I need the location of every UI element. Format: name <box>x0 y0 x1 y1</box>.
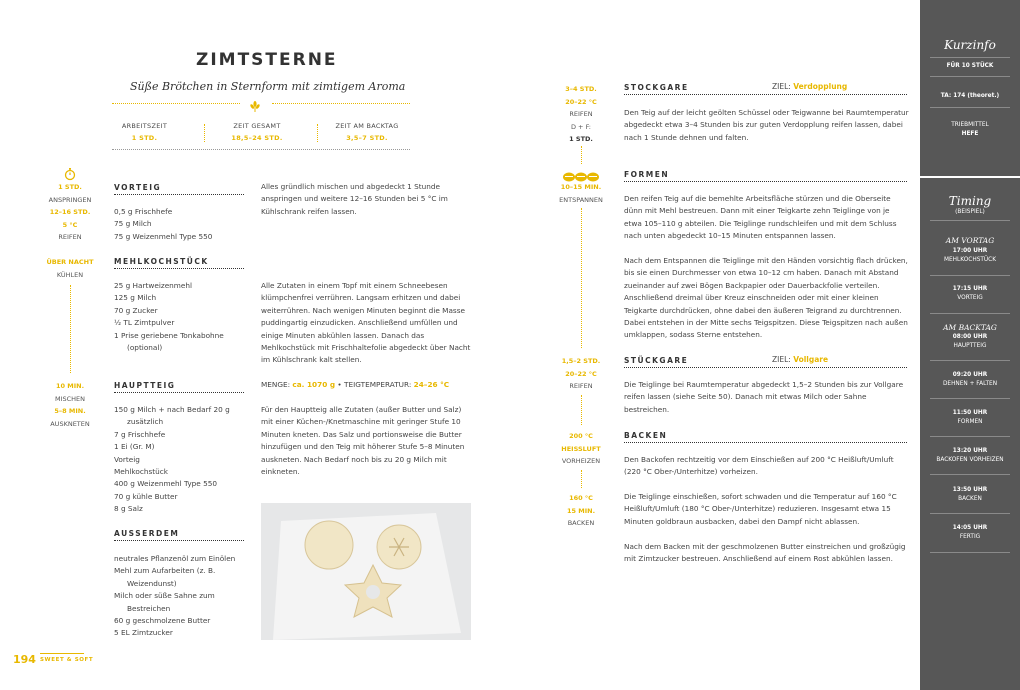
time-value: 3,5–7 STD. <box>346 134 388 142</box>
side-value: 15 MIN. <box>566 506 596 515</box>
mid-timeline-3 <box>581 395 582 425</box>
ingredient: 1 Ei (Gr. M) <box>114 442 155 452</box>
ausserdem-heading: AUSSERDEM <box>114 529 180 538</box>
timing-day-1: AM VORTAG <box>945 236 995 245</box>
mid-timeline-1 <box>581 146 582 164</box>
kurzinfo-triebmittel-label: TRIEBMITTEL <box>951 122 989 128</box>
ingredient: 70 g Zucker <box>114 305 158 315</box>
heading-rule <box>624 181 907 182</box>
panel-rule <box>930 107 1010 108</box>
temp-value: 24–26 °C <box>413 380 450 389</box>
time-bottom-rule <box>112 149 410 150</box>
dough-illustration <box>261 503 471 640</box>
left-steps-3 <box>25 380 115 430</box>
side-value: 200 °C <box>569 432 593 440</box>
time-value: 18,5–24 STD. <box>231 134 283 142</box>
ingredient: 400 g Weizenmehl Type 550 <box>114 479 218 489</box>
timing-time: 11:50 UHR <box>952 410 988 416</box>
ingredient: Milch oder süße Sahne zum Bestreichen <box>114 591 215 613</box>
panel-rule <box>930 436 1010 437</box>
side-label: BACKEN <box>567 519 595 527</box>
ingredient: 125 g Milch <box>114 293 157 303</box>
time-backtag <box>322 122 412 142</box>
side-label: KÜHLEN <box>56 270 84 279</box>
timing-time: 17:00 UHR <box>952 248 988 254</box>
timing-label: DEHNEN + FALTEN <box>942 381 998 387</box>
kurzinfo-servings: FÜR 10 STÜCK <box>946 63 994 69</box>
formen-text-2: Nach dem Entspannen die Teiglinge mit den Händen vorsichtig flach drücken, bis sie einen Durchmesser von etwa 10–12 cm haben. Danach mit Abstand zueinander auf zwei Bögen Backpapier oder Dauerbackfolie verteilen. Anschließend dreimal über Kreuz einschneiden oder mit einer kleinen Teigkarte durchdrücken, ohne dabei den äußeren Teigrand zu durchtrennen. Dabei entstehen in der Mitte sechs Teigspitzen. Diese Teigspitzen nach außen umklappen, sodass Sterne entstehen. <box>624 256 908 340</box>
timing-label: VORTEIG <box>957 295 983 301</box>
heading-rule <box>624 367 907 368</box>
panel-rule <box>930 76 1010 77</box>
ziel-value: Verdopplung <box>793 82 848 91</box>
menge-value: ca. 1070 g <box>292 380 336 389</box>
mid-steps-4 <box>536 430 626 468</box>
ingredient: Vorteig <box>114 454 140 464</box>
ingredient: ½ TL Zimtpulver <box>114 318 175 328</box>
mid-steps-2 <box>536 181 626 206</box>
timing-time: 09:20 UHR <box>952 372 988 378</box>
ausserdem-items <box>114 553 244 640</box>
timing-label: MEHLKOCHSTÜCK <box>943 257 997 263</box>
side-value: 1 STD. <box>569 135 593 143</box>
temp-label: • TEIGTEMPERATUR: <box>337 380 412 389</box>
timing-label: FERTIG <box>959 534 981 540</box>
recipe-title: ZIMTSTERNE <box>196 50 338 70</box>
timing-sub: (BEISPIEL) <box>955 209 985 215</box>
timing-title: Timing <box>948 194 992 208</box>
timing-time: 14:05 UHR <box>952 525 988 531</box>
left-timeline <box>70 285 71 373</box>
heading-rule <box>114 268 244 269</box>
hauptteig-menge <box>261 379 476 391</box>
ingredient: 75 g Weizenmehl Type 550 <box>114 231 213 241</box>
backen-text-3: Nach dem Backen mit der geschmolzenen Butter einstreichen und großzügig mit Zimtzucker bestreuen. Anschließend auf einem Rost abkühlen lassen. <box>624 542 906 564</box>
side-label: ANSPRINGEN <box>48 195 92 204</box>
ingredient: 75 g Milch <box>114 219 152 229</box>
side-value: 1,5–2 STD. <box>561 357 601 365</box>
time-work <box>112 122 177 142</box>
stockgare-text: Den Teig auf der leicht geölten Schüssel oder Teigwanne bei Raumtemperatur abgedeckt etwa 3–4 Stunden bis zur guten Verdopplung reifen lassen, dabei nach 1 Stunde dehnen und falten. <box>624 108 909 142</box>
time-label: ZEIT AM BACKTAG <box>335 122 399 130</box>
left-steps-2 <box>25 256 115 281</box>
side-label: REIFEN <box>569 382 593 390</box>
time-sep <box>204 124 205 142</box>
heading-rule <box>624 94 907 95</box>
side-value: 10 MIN. <box>55 382 85 390</box>
mid-steps-1 <box>536 83 626 146</box>
panel-rule <box>930 360 1010 361</box>
ingredient: Mehl zum Aufarbeiten (z. B. Weizendunst) <box>114 566 216 588</box>
side-value: 5 °C <box>62 220 78 229</box>
timing-label: BACKOFEN VORHEIZEN <box>936 457 1004 463</box>
page-number: 194 <box>13 653 36 666</box>
recipe-subtitle: Süße Brötchen in Sternform mit zimtigem Aroma <box>130 80 406 93</box>
backen-text-1: Den Backofen rechtzeitig vor dem Einschießen auf 200 °C Heißluft/Umluft (220 °C Ober-/Unterhitze) vorheizen. <box>624 455 894 477</box>
footer-rule <box>40 653 84 654</box>
left-steps-1 <box>25 181 115 244</box>
time-total <box>212 122 302 142</box>
stueckgare-heading: STÜCKGARE <box>624 356 689 365</box>
ingredient: 25 g Hartweizenmehl <box>114 281 193 290</box>
ingredient: 1 Prise geriebene Tonkabohne (optional) <box>114 330 224 353</box>
time-sep <box>317 124 318 142</box>
heading-rule <box>624 442 907 443</box>
side-label: REIFEN <box>569 110 593 118</box>
hauptteig-method: Für den Hauptteig alle Zutaten (außer Butter und Salz) mit einer Küchen-/Knetmaschine mit geringer Stufe 10 Minuten kneten. Das Salz und portionsweise die Butter hinzufügen und den Teig mit höherer Stufe 5–8 Minuten auskneten. Nach Bedarf noch bis zu 20 g Milch mit einkneten. <box>261 405 465 477</box>
ingredient: 5 EL Zimtzucker <box>114 628 173 638</box>
info-panel <box>920 0 1020 690</box>
side-value: 20–22 °C <box>565 97 597 106</box>
stockgare-heading: STOCKGARE <box>624 83 689 92</box>
side-value: 1 STD. <box>58 183 82 191</box>
side-value: ÜBER NACHT <box>46 258 94 266</box>
side-label: AUSKNETEN <box>50 419 90 428</box>
side-value: 160 °C <box>569 494 593 502</box>
panel-separator <box>920 176 1020 178</box>
stueckgare-text: Die Teiglinge bei Raumtemperatur abgedeckt 1,5–2 Stunden bis zur Vollgare reifen lassen (siehe Seite 50). Danach mit etwas Milch oder Sahne bestreichen. <box>624 380 904 414</box>
ingredient: 0,5 g Frischhefe <box>114 207 173 216</box>
mehlkochstueck-ingredients <box>114 280 249 354</box>
timing-time: 08:00 UHR <box>952 334 988 340</box>
side-value: 12–16 STD. <box>49 208 91 216</box>
ingredient: Mehlkochstück <box>114 467 169 477</box>
ziel-label: ZIEL: <box>772 82 791 91</box>
side-label: REIFEN <box>58 233 82 241</box>
side-value: 3–4 STD. <box>565 85 597 93</box>
side-label: MISCHEN <box>54 394 86 403</box>
hauptteig-ingredients <box>114 404 242 516</box>
side-value: HEISSLUFT <box>561 444 601 453</box>
vorteig-ingredients <box>114 206 244 243</box>
timing-label: FORMEN <box>957 419 983 425</box>
section-name: SWEET & SOFT <box>40 657 94 663</box>
timing-label: BACKEN <box>958 496 982 502</box>
panel-rule <box>930 275 1010 276</box>
ingredient: 70 g kühle Butter <box>114 491 178 501</box>
timing-time: 17:15 UHR <box>952 286 988 292</box>
time-label: ZEIT GESAMT <box>233 122 281 130</box>
heading-rule <box>114 392 244 393</box>
mid-steps-5 <box>536 492 626 530</box>
side-value: 10–15 MIN. <box>560 183 602 191</box>
panel-rule <box>930 220 1010 221</box>
time-label: ARBEITSZEIT <box>121 122 168 130</box>
timing-time: 13:20 UHR <box>952 448 988 454</box>
recipe-photo <box>261 503 471 640</box>
backen-text-2: Die Teiglinge einschießen, sofort schwaden und die Temperatur auf 160 °C Heißluft/Umluft (180 °C Ober-/Unterhitze) reduzieren. Insgesamt etwa 15 Minuten goldbraun ausbacken, dabei den Dampf nicht ablassen. <box>624 492 897 526</box>
formen-heading: FORMEN <box>624 170 670 179</box>
panel-rule <box>930 313 1010 314</box>
vorteig-method: Alles gründlich mischen und abgedeckt 1 Stunde anspringen und weitere 12–16 Stunden bei 5 °C im Kühlschrank reifen lassen. <box>261 182 448 216</box>
panel-rule <box>930 398 1010 399</box>
panel-rule <box>930 57 1010 58</box>
kurzinfo-triebmittel-value: HEFE <box>961 131 979 137</box>
mehlkochstueck-heading: MEHLKOCHSTÜCK <box>114 257 209 266</box>
title-divider-right <box>272 103 410 104</box>
formen-text-1: Den reifen Teig auf die bemehlte Arbeitsfläche stürzen und die Oberseite dünn mit Mehl bestreuen. Dann mit einer Teigkarte zehn Teiglinge von je etwa 105–110 g abteilen. Die Teiglinge rundschleifen und mit dem Schluss nach unten abgedeckt 10–15 Minuten entspannen lassen. <box>624 194 897 241</box>
side-value: 20–22 °C <box>565 369 597 378</box>
menge-label: MENGE: <box>261 380 291 389</box>
panel-rule <box>930 474 1010 475</box>
timing-time: 13:50 UHR <box>952 487 988 493</box>
panel-rule <box>930 513 1010 514</box>
side-label: ENTSPANNEN <box>559 195 603 204</box>
heading-rule <box>114 540 244 541</box>
stueckgare-ziel <box>772 355 828 364</box>
mid-timeline-2 <box>581 208 582 348</box>
ingredient: 7 g Frischhefe <box>114 429 166 439</box>
ingredient: 150 g Milch + nach Bedarf 20 g zusätzlich <box>114 405 230 427</box>
timing-day-2: AM BACKTAG <box>943 323 997 332</box>
ziel-label: ZIEL: <box>772 355 791 364</box>
side-label: VORHEIZEN <box>561 457 601 465</box>
title-divider-left <box>112 103 240 104</box>
side-value: 5–8 MIN. <box>54 407 86 415</box>
stockgare-ziel <box>772 82 847 91</box>
ingredient: 60 g geschmolzene Butter <box>114 616 211 626</box>
ingredient: 8 g Salz <box>114 504 143 514</box>
backen-heading: BACKEN <box>624 431 668 440</box>
time-value: 1 STD. <box>131 134 158 142</box>
panel-rule <box>930 552 1010 553</box>
ingredient: neutrales Pflanzenöl zum Einölen <box>114 554 236 563</box>
mid-steps-3 <box>536 355 626 393</box>
heading-rule <box>114 194 244 195</box>
kurzinfo-title: Kurzinfo <box>944 38 996 52</box>
vorteig-heading: VORTEIG <box>114 183 162 192</box>
timing-label: HAUPTTEIG <box>953 343 987 349</box>
ziel-value: Vollgare <box>793 355 829 364</box>
mehlkochstueck-method: Alle Zutaten in einem Topf mit einem Schneebesen klümpchenfrei verrühren. Langsam erhitzen und dabei weiterrühren. Nach wenigen Minuten beginnt die Masse puddingartig einzudicken. Anschließend umfüllen und einige Minuten abkühlen lassen. Danach das Mehlkochstück mit Frischhaltefolie abgedeckt über Nacht im Kühlschrank kalt stellen. <box>261 281 471 365</box>
kurzinfo-ta: TA: 174 (theoret.) <box>940 93 1000 99</box>
wheat-icon <box>249 97 261 116</box>
mid-timeline-4 <box>581 470 582 488</box>
side-label: D + F: <box>570 122 591 131</box>
hauptteig-heading: HAUPTTEIG <box>114 381 176 390</box>
